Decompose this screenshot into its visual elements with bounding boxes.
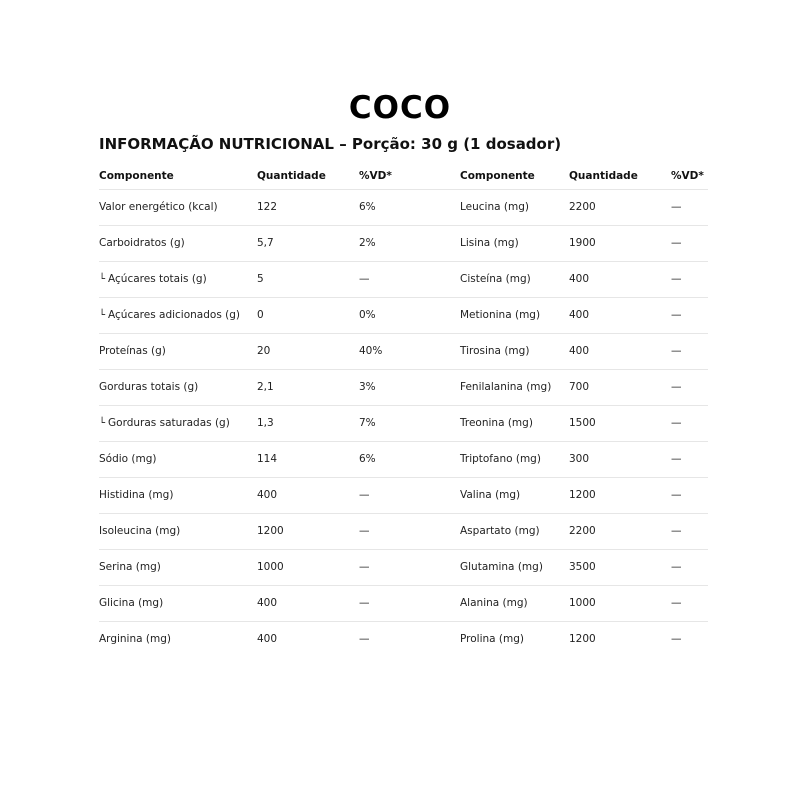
nutrient-quantity — [569, 370, 589, 405]
nutrient-quantity-text: 400 — [257, 633, 278, 645]
nutrient-quantity — [257, 298, 264, 333]
nutrition-table — [99, 164, 708, 657]
nutrient-name — [99, 370, 198, 405]
nutrient-daily-value — [671, 334, 682, 369]
nutrient-name — [460, 622, 524, 657]
table-row — [99, 406, 708, 442]
nutrient-quantity-text: 1200 — [569, 489, 596, 501]
nutrient-name-text: Triptofano (mg) — [460, 453, 541, 465]
nutrient-daily-value-text: 6% — [359, 201, 376, 213]
nutrient-name-text: Aspartato (mg) — [460, 525, 540, 537]
nutrient-quantity — [257, 334, 270, 369]
nutrient-daily-value-text: — — [671, 417, 682, 429]
nutrient-name — [460, 514, 540, 549]
nutrient-name — [460, 226, 519, 261]
nutrient-daily-value — [359, 262, 370, 297]
nutrient-quantity — [569, 298, 589, 333]
nutrient-name — [99, 622, 171, 657]
nutrient-daily-value-text: — — [359, 633, 370, 645]
nutrient-daily-value — [671, 550, 682, 585]
nutrient-daily-value — [359, 406, 376, 441]
nutrient-name-text: Gorduras totais (g) — [99, 381, 199, 393]
nutrient-name — [99, 586, 163, 621]
nutrient-quantity-text: 20 — [257, 345, 271, 357]
nutrient-name — [99, 190, 218, 225]
nutrient-name-text: Proteínas (g) — [99, 345, 166, 357]
nutrient-daily-value-text: 6% — [359, 453, 376, 465]
column-header-quantity: Quantidade — [569, 170, 638, 182]
nutrient-name-text: Fenilalanina (mg) — [460, 381, 552, 393]
nutrient-name-text: Prolina (mg) — [460, 633, 525, 645]
nutrient-quantity — [569, 442, 589, 477]
table-row — [99, 478, 708, 514]
nutrient-quantity — [569, 226, 596, 261]
nutrient-daily-value-text: 2% — [359, 237, 376, 249]
nutrient-daily-value — [359, 334, 382, 369]
table-row — [99, 190, 708, 226]
nutrient-name — [99, 514, 180, 549]
nutrient-name-text: Cisteína (mg) — [460, 273, 531, 285]
nutrient-quantity — [257, 262, 264, 297]
nutrient-daily-value — [671, 622, 682, 657]
nutrient-quantity-text: 1200 — [569, 633, 596, 645]
nutrient-name-text: Açúcares totais (g) — [108, 273, 207, 285]
nutrient-daily-value-text: — — [671, 453, 682, 465]
nutrient-name — [99, 298, 240, 333]
nutrient-name — [99, 406, 230, 441]
column-header-daily-value: %VD* — [359, 170, 392, 182]
nutrient-quantity-text: 1000 — [257, 561, 284, 573]
nutrient-quantity-text: 400 — [257, 489, 278, 501]
table-row — [99, 622, 708, 657]
nutrient-quantity — [569, 262, 589, 297]
nutrient-daily-value-text: — — [671, 201, 682, 213]
nutrient-quantity-text: 1000 — [569, 597, 596, 609]
nutrient-daily-value — [671, 442, 682, 477]
nutrient-name — [460, 586, 528, 621]
nutrient-daily-value — [671, 514, 682, 549]
nutrient-quantity-text: 5,7 — [257, 237, 274, 249]
nutrient-name — [460, 298, 540, 333]
nutrient-quantity — [257, 406, 274, 441]
nutrient-name — [460, 442, 541, 477]
nutrient-name-text: Carboidratos (g) — [99, 237, 185, 249]
nutrient-quantity-text: 1200 — [257, 525, 284, 537]
nutrient-daily-value — [359, 622, 370, 657]
table-row — [99, 298, 708, 334]
nutrient-daily-value — [359, 370, 376, 405]
nutrient-quantity — [257, 478, 277, 513]
table-row — [99, 334, 708, 370]
nutrient-daily-value-text: 7% — [359, 417, 376, 429]
nutrient-name — [460, 550, 543, 585]
nutrient-name-text: Arginina (mg) — [99, 633, 171, 645]
nutrient-quantity-text: 3500 — [569, 561, 596, 573]
nutrient-quantity — [257, 442, 277, 477]
nutrient-quantity-text: 122 — [257, 201, 278, 213]
table-row — [99, 370, 708, 406]
nutrient-quantity-text: 400 — [569, 309, 590, 321]
nutrient-daily-value — [671, 478, 682, 513]
nutrient-daily-value — [359, 478, 370, 513]
sub-item-marker: └ — [99, 418, 106, 429]
nutrient-daily-value — [359, 190, 376, 225]
nutrient-daily-value-text: — — [671, 525, 682, 537]
nutrient-quantity — [257, 622, 277, 657]
nutrient-name — [99, 478, 173, 513]
nutrient-daily-value — [671, 298, 682, 333]
nutrient-daily-value — [671, 226, 682, 261]
nutrient-daily-value-text: — — [671, 597, 682, 609]
nutrient-quantity — [569, 190, 596, 225]
nutrient-quantity — [569, 550, 596, 585]
table-body — [99, 190, 708, 657]
nutrient-quantity-text: 1900 — [569, 237, 596, 249]
nutrient-quantity-text: 5 — [257, 273, 264, 285]
nutrient-daily-value — [359, 442, 376, 477]
nutrient-quantity — [257, 550, 284, 585]
nutrient-name-text: Glutamina (mg) — [460, 561, 543, 573]
table-header-row — [99, 164, 708, 190]
nutrient-name — [99, 226, 185, 261]
nutrient-name-text: Sódio (mg) — [99, 453, 157, 465]
nutrition-heading: INFORMAÇÃO NUTRICIONAL – Porção: 30 g (1 dosador) — [99, 135, 562, 153]
product-title: COCO — [348, 90, 452, 126]
column-header-component: Componente — [460, 170, 535, 182]
nutrient-daily-value — [359, 298, 376, 333]
nutrient-name — [99, 442, 157, 477]
nutrient-name-text: Tirosina (mg) — [460, 345, 530, 357]
nutrient-quantity-text: 400 — [569, 273, 590, 285]
nutrient-name-text: Valina (mg) — [460, 489, 521, 501]
nutrient-quantity — [569, 334, 589, 369]
column-header-component: Componente — [99, 170, 174, 182]
nutrient-daily-value-text: 3% — [359, 381, 376, 393]
nutrient-daily-value-text: — — [359, 561, 370, 573]
nutrient-name-text: Leucina (mg) — [460, 201, 529, 213]
nutrient-name-text: Treonina (mg) — [460, 417, 533, 429]
nutrient-quantity — [257, 514, 284, 549]
nutrient-quantity-text: 1500 — [569, 417, 596, 429]
sub-item-marker: └ — [99, 274, 106, 285]
table-row — [99, 442, 708, 478]
table-row — [99, 550, 708, 586]
nutrient-daily-value-text: — — [671, 489, 682, 501]
nutrient-name — [460, 334, 529, 369]
nutrient-name — [460, 478, 520, 513]
nutrient-quantity — [569, 622, 596, 657]
table-row — [99, 262, 708, 298]
nutrient-daily-value — [671, 370, 682, 405]
nutrient-quantity-text: 400 — [569, 345, 590, 357]
nutrient-quantity-text: 400 — [257, 597, 278, 609]
nutrient-daily-value-text: — — [359, 489, 370, 501]
nutrient-name-text: Metionina (mg) — [460, 309, 541, 321]
nutrient-name — [99, 550, 161, 585]
nutrient-quantity-text: 114 — [257, 453, 278, 465]
nutrient-daily-value-text: 0% — [359, 309, 376, 321]
column-header-quantity: Quantidade — [257, 170, 326, 182]
nutrient-daily-value-text: — — [671, 309, 682, 321]
nutrient-quantity-text: 2200 — [569, 201, 596, 213]
nutrient-daily-value-text: — — [671, 345, 682, 357]
nutrient-daily-value-text: — — [671, 237, 682, 249]
nutrient-name-text: Gorduras saturadas (g) — [108, 417, 230, 429]
nutrient-daily-value — [359, 550, 370, 585]
nutrient-daily-value — [671, 586, 682, 621]
nutrient-name — [460, 190, 529, 225]
nutrient-name-text: Lisina (mg) — [460, 237, 519, 249]
nutrient-name-text: Isoleucina (mg) — [99, 525, 181, 537]
nutrient-daily-value-text: — — [671, 273, 682, 285]
nutrient-quantity — [257, 190, 277, 225]
nutrient-daily-value — [359, 514, 370, 549]
nutrient-quantity-text: 0 — [257, 309, 264, 321]
table-row — [99, 586, 708, 622]
nutrient-daily-value — [359, 586, 370, 621]
nutrient-quantity-text: 2,1 — [257, 381, 274, 393]
nutrient-daily-value — [671, 262, 682, 297]
nutrient-quantity — [569, 586, 596, 621]
nutrient-name — [460, 262, 531, 297]
nutrient-name-text: Histidina (mg) — [99, 489, 174, 501]
nutrient-name-text: Serina (mg) — [99, 561, 161, 573]
nutrient-daily-value — [359, 226, 376, 261]
nutrient-quantity-text: 1,3 — [257, 417, 274, 429]
nutrient-quantity — [257, 370, 274, 405]
nutrient-daily-value-text: — — [671, 381, 682, 393]
nutrient-name — [460, 406, 533, 441]
sub-item-marker: └ — [99, 310, 106, 321]
nutrient-daily-value — [671, 406, 682, 441]
nutrient-name-text: Alanina (mg) — [460, 597, 528, 609]
nutrient-quantity-text: 2200 — [569, 525, 596, 537]
nutrient-name — [99, 262, 207, 297]
nutrient-quantity — [569, 406, 596, 441]
nutrient-name — [460, 370, 551, 405]
nutrient-quantity-text: 700 — [569, 381, 590, 393]
table-row — [99, 514, 708, 550]
nutrient-daily-value-text: 40% — [359, 345, 383, 357]
nutrient-daily-value-text: — — [359, 273, 370, 285]
nutrient-daily-value-text: — — [359, 597, 370, 609]
column-header-daily-value: %VD* — [671, 170, 704, 182]
nutrient-daily-value-text: — — [671, 561, 682, 573]
nutrient-name — [99, 334, 166, 369]
table-row — [99, 226, 708, 262]
nutrient-quantity — [257, 586, 277, 621]
nutrient-daily-value-text: — — [671, 633, 682, 645]
nutrient-daily-value-text: — — [359, 525, 370, 537]
nutrient-daily-value — [671, 190, 682, 225]
nutrient-quantity-text: 300 — [569, 453, 590, 465]
nutrient-quantity — [569, 478, 596, 513]
nutrient-name-text: Valor energético (kcal) — [99, 201, 218, 213]
nutrient-quantity — [569, 514, 596, 549]
nutrient-quantity — [257, 226, 274, 261]
nutrient-name-text: Glicina (mg) — [99, 597, 164, 609]
nutrient-name-text: Açúcares adicionados (g) — [108, 309, 240, 321]
